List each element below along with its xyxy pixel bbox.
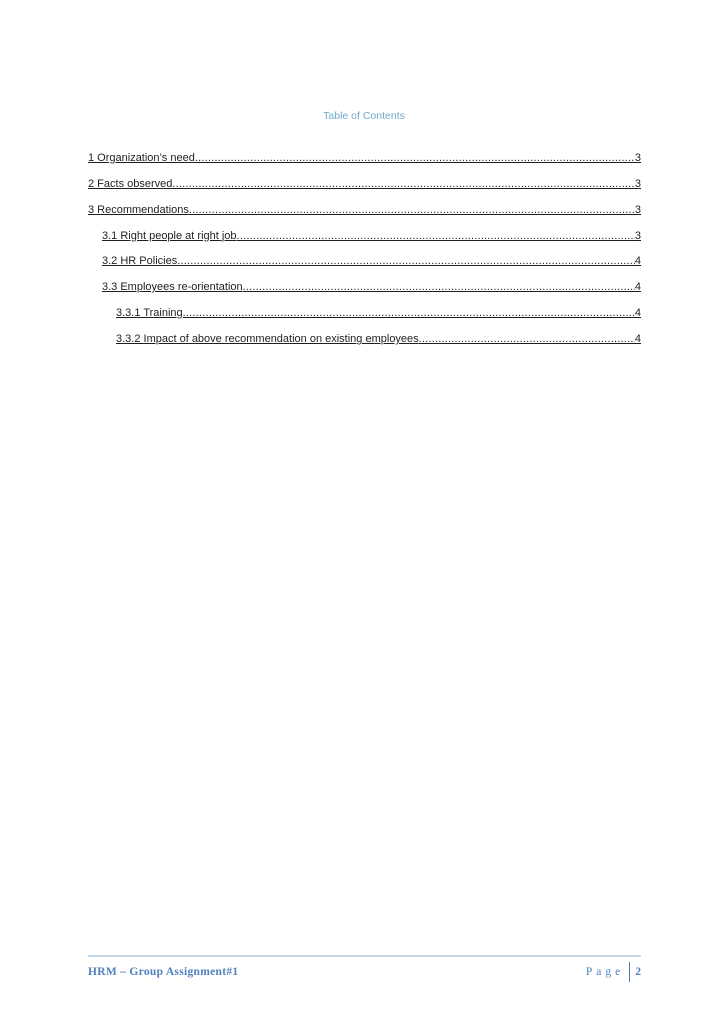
toc-leader-dots [172, 178, 635, 191]
toc-entry-training[interactable] [88, 294, 641, 320]
toc-entry-text: 3.2 HR Policies [102, 255, 178, 268]
toc-entry-text: 2 Facts observed [88, 177, 173, 190]
toc-entry-text: 3.3.1 Training [116, 307, 183, 320]
toc-leader-dots [195, 152, 635, 165]
toc-leader-dots [189, 204, 635, 217]
table-of-contents [88, 139, 641, 346]
toc-entry-text: 3.3 Employees re-orientation [102, 281, 243, 294]
toc-entry-facts-observed[interactable] [88, 165, 641, 191]
footer-page-number: 2 [635, 966, 641, 978]
toc-title: Table of Contents [323, 110, 405, 122]
toc-entry-text: 3.1 Right people at right job [102, 229, 237, 242]
toc-leader-dots [183, 307, 635, 320]
toc-entry-impact-on-existing-employees[interactable] [88, 320, 641, 346]
toc-leader-dots [419, 333, 635, 346]
toc-entry-organizations-need[interactable] [88, 139, 641, 165]
toc-entry-page: 4 [634, 333, 641, 346]
toc-entry-text: 3.3.2 Impact of above recommendation on existing employees [116, 333, 419, 346]
toc-entry-hr-policies[interactable] [88, 243, 641, 269]
toc-leader-dots [177, 255, 635, 268]
toc-entry-recommendations[interactable] [88, 191, 641, 217]
toc-entry-page: 4 [634, 255, 641, 268]
toc-entry-page: 4 [634, 281, 641, 294]
footer-document-title: HRM – Group Assignment#1 [88, 966, 239, 978]
footer-divider [88, 955, 641, 957]
toc-leader-dots [243, 281, 635, 294]
toc-entry-page: 3 [634, 229, 641, 242]
footer-page-label: Page [585, 966, 625, 978]
toc-entry-page: 4 [634, 307, 641, 320]
toc-entry-page: 3 [634, 177, 641, 190]
footer-page-indicator [586, 962, 641, 982]
toc-entry-text: 3 Recommendations [88, 203, 189, 216]
toc-entry-text: 1 Organization’s need [88, 151, 195, 164]
toc-entry-employees-re-orientation[interactable] [88, 268, 641, 294]
toc-entry-page: 3 [634, 203, 641, 216]
footer-separator [629, 962, 630, 982]
toc-entry-page: 3 [634, 151, 641, 164]
toc-leader-dots [237, 230, 635, 243]
toc-entry-right-people-right-job[interactable] [88, 217, 641, 243]
